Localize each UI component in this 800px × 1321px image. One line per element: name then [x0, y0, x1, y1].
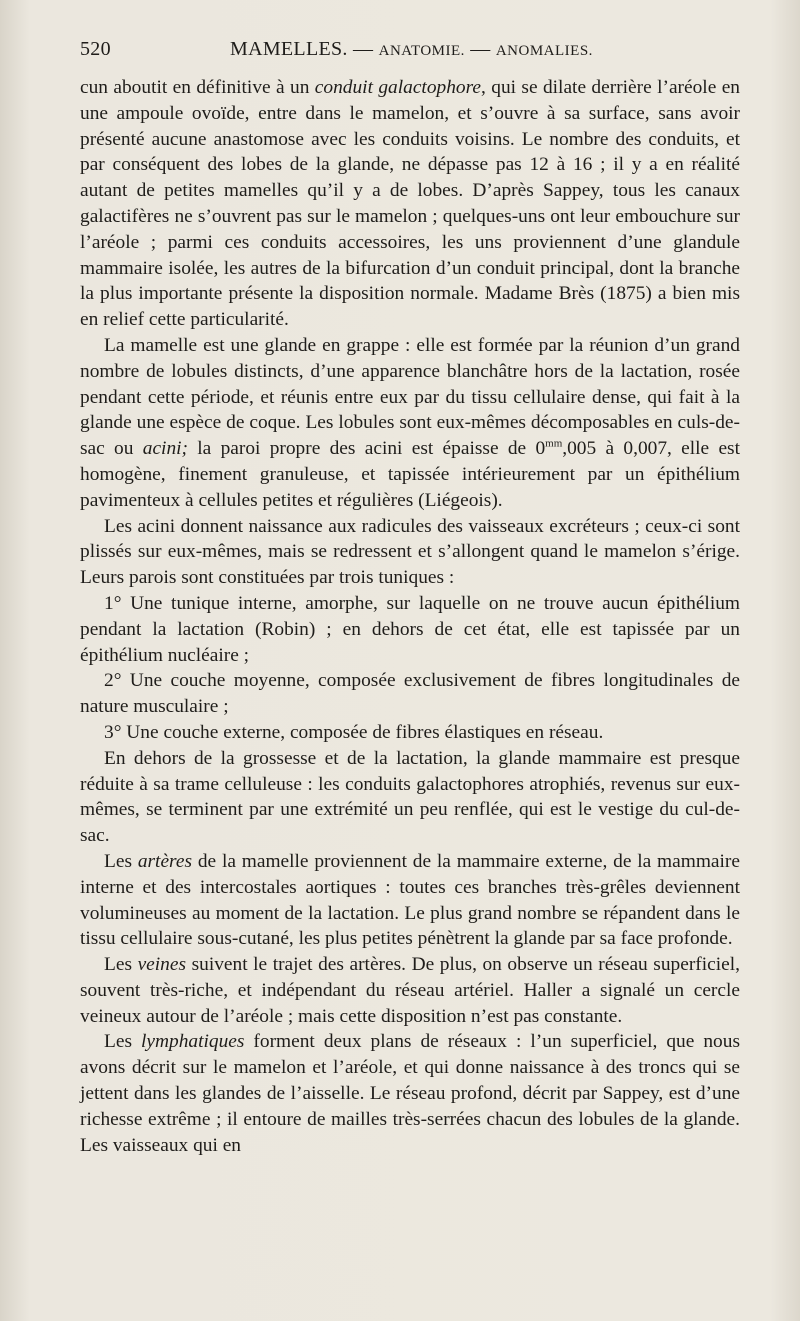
- running-header: [80, 38, 740, 68]
- header-subtitle-anatomie: ANATOMIE.: [378, 43, 465, 59]
- text-run: forment deux plans de réseaux : l’un superficiel, que nous avons décrit sur le mamelon et l’aréole, et qui donne naissance à des troncs qui se jettent dans les glandes de l’aisselle. Le réseau profond, décrit par Sappey, est d’une richesse extrême ; il entoure de mailles très-serrées chacun des lobules de la glande. Les vaisseaux qui en: [80, 1031, 740, 1156]
- text-run: La mamelle est une glande en grappe : elle est formée par la réunion d’un grand nombre de lobules distincts, d’une apparence blanchâtre hors de la lactation, rosée pendant cette période, et réunis entre eux par du tissu cellulaire dense, qui fait à la glande une espèce de coque. Les lobules sont eux-mêmes décomposables en culs-de-sac ou: [80, 334, 740, 460]
- paragraph-8: [80, 849, 740, 952]
- italic-term: artères: [137, 850, 193, 872]
- paragraph-4: 1° Une tunique interne, amorphe, sur laquelle on ne trouve aucun épithélium pendant la lactation (Robin) ; en dehors de cet état, elle est tapissée par un épithélium nucléaire ;: [80, 592, 740, 666]
- italic-term: veines: [137, 954, 187, 976]
- text-run: la paroi propre des acini est épaisse de 0: [187, 438, 546, 460]
- text-run: Les: [104, 954, 138, 976]
- page-number: 520: [80, 38, 111, 60]
- header-subtitle-anomalies: ANOMALIES.: [495, 43, 593, 59]
- text-run: Les: [104, 1031, 142, 1053]
- header-dash: —: [464, 38, 496, 60]
- running-title: [230, 38, 593, 61]
- italic-term: lymphatiques: [141, 1031, 245, 1053]
- paragraph-2: [80, 333, 740, 514]
- header-title: MAMELLES.: [230, 38, 348, 60]
- paragraph-7: En dehors de la grossesse et de la lactation, la glande mammaire est presque réduite à sa trame celluleuse : les conduits galactophores atrophiés, revenus sur eux-mêmes, se terminent par une extrémité un peu renflée, qui est le vestige du cul-de-sac.: [80, 747, 740, 847]
- paragraph-5: 2° Une couche moyenne, composée exclusivement de fibres longitudinales de nature musculaire ;: [80, 670, 740, 718]
- paragraph-1: [80, 75, 740, 333]
- header-dash: —: [347, 38, 379, 60]
- paragraph-3: Les acini donnent naissance aux radicules des vaisseaux excréteurs ; ceux-ci sont plissés sur eux-mêmes, mais se redressent et s’allongent quand le mamelon s’érige. Leurs parois sont constituées par trois tuniques :: [80, 515, 740, 589]
- text-run: cun aboutit en définitive à un: [80, 77, 315, 98]
- paragraph-9: [80, 952, 740, 1029]
- italic-term: acini;: [142, 438, 188, 460]
- text-run: , qui se dilate derrière l’aréole en une ampoule ovoïde, entre dans le mamelon, et s’ouvre à sa surface, sans avoir présenté aucune anastomose avec les conduits voisins. Le nombre des conduits, et par conséquent des lobes de la glande, ne dépasse pas 12 à 16 ; il y a en réalité autant de petites mamelles qu’il y a de lobes. D’après Sappey, tous les canaux galactifères ne s’ouvrent pas sur le mamelon ; quelques-uns ont leur embouchure sur l’aréole ; parmi ces conduits accessoires, les uns proviennent d’une glandule mammaire isolée, les autres de la bifurcation d’un conduit principal, dont la branche la plus importante présente la disposition normale. Madame Brès (1875) a bien mis en relief cette particularité.: [80, 77, 740, 331]
- italic-term: conduit galactophore: [314, 77, 482, 98]
- text-run: de la mamelle proviennent de la mammaire externe, de la mammaire interne et des intercostales aortiques : toutes ces branches très-grêles deviennent volumineuses au moment de la lactation. Le plus grand nombre se répandent dans le tissu cellulaire sous-cutané, les plus petites pénètrent la glande par sa face profonde.: [80, 850, 740, 950]
- paragraph-10: [80, 1029, 740, 1158]
- paragraph-6: 3° Une couche externe, composée de fibres élastiques en réseau.: [104, 721, 604, 743]
- text-run: suivent le trajet des artères. De plus, on observe un réseau superficiel, souvent très-riche, et indépendant du réseau artériel. Haller a signalé un cercle veineux autour de l’aréole ; mais cette disposition n’est pas constante.: [80, 954, 740, 1027]
- body-text: [80, 75, 740, 1158]
- text-run: ,005 à 0,007, elle est homogène, finement granuleuse, et tapissée intérieurement par un épithélium pavimenteux à cellules petites et régulières (Liégeois).: [80, 438, 740, 511]
- text-run: Les: [104, 850, 138, 872]
- unit-superscript: mm: [545, 437, 563, 450]
